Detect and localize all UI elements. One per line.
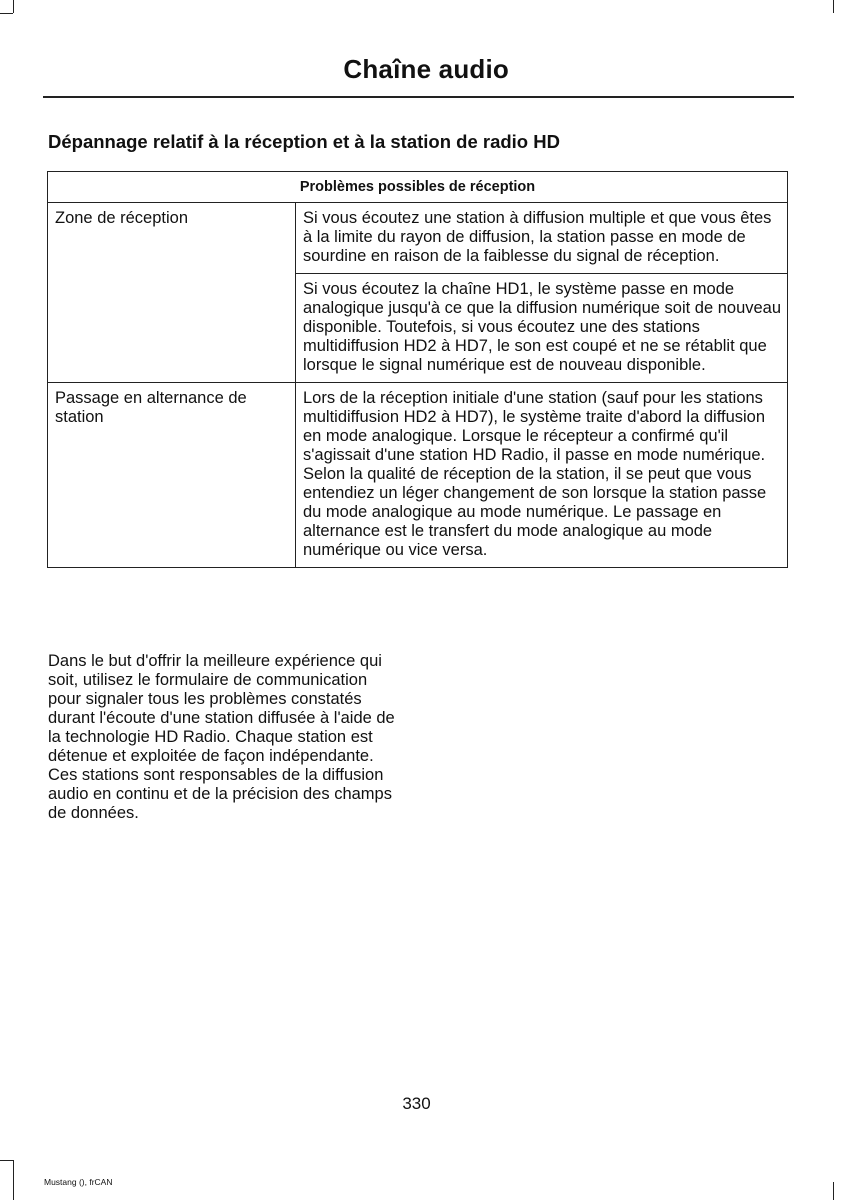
troubleshooting-table — [47, 171, 788, 568]
crop-mark-top-right-vertical — [833, 0, 834, 13]
table-cell-condition: Zone de réception — [48, 203, 296, 274]
table-row — [48, 274, 788, 383]
crop-mark-bottom-left-vertical — [13, 1160, 14, 1200]
page-number: 330 — [402, 1094, 431, 1113]
table-row — [48, 383, 788, 568]
crop-mark-bottom-left-horizontal — [0, 1160, 13, 1161]
table-cell-description: Lors de la réception initiale d'une station (sauf pour les stations multidiffusion HD2 à HD7), le système traite d'abord la diffusion en mode analogique. Lorsque le récepteur a confirmé qu'il s'agissait d'une station HD Radio, il passe en mode numérique. Selon la qualité de réception de la station, il se peut que vous entendiez un léger changement de son lorsque la station passe du mode analogique au mode numérique. Le passage en alternance est le transfert du mode analogique au mode numérique ou vice versa. — [296, 383, 788, 568]
crop-mark-bottom-right-vertical — [833, 1182, 834, 1200]
table-header: Problèmes possibles de réception — [48, 172, 788, 203]
body-paragraph: Dans le but d'offrir la meilleure expérience qui soit, utilisez le formulaire de communication pour signaler tous les problèmes constatés durant l'écoute d'une station diffusée à l'aide de la technologie HD Radio. Chaque station est détenue et exploitée de façon indépendante. Ces stations sont responsables de la diffusion audio en continu et de la précision des champs de données. — [48, 652, 395, 822]
table-row — [48, 203, 788, 274]
footer-label: Mustang (), frCAN — [44, 1177, 113, 1187]
page-title: Chaîne audio — [343, 54, 509, 84]
table-cell-condition-continued — [48, 274, 296, 383]
table-cell-condition: Passage en alternance de station — [48, 383, 296, 568]
table-cell-description: Si vous écoutez une station à diffusion multiple et que vous êtes à la limite du rayon de diffusion, la station passe en mode de sourdine en raison de la faiblesse du signal de réception. — [296, 203, 788, 274]
crop-mark-top-left-horizontal — [0, 13, 13, 14]
table-cell-description: Si vous écoutez la chaîne HD1, le système passe en mode analogique jusqu'à ce que la diffusion numérique soit de nouveau disponible. Toutefois, si vous écoutez une des stations multidiffusion HD2 à HD7, le son est coupé et ne se rétablit que lorsque le signal numérique est de nouveau disponible. — [296, 274, 788, 383]
crop-mark-top-left-vertical — [13, 0, 14, 13]
header-divider — [43, 96, 794, 98]
section-heading: Dépannage relatif à la réception et à la station de radio HD — [48, 131, 560, 152]
